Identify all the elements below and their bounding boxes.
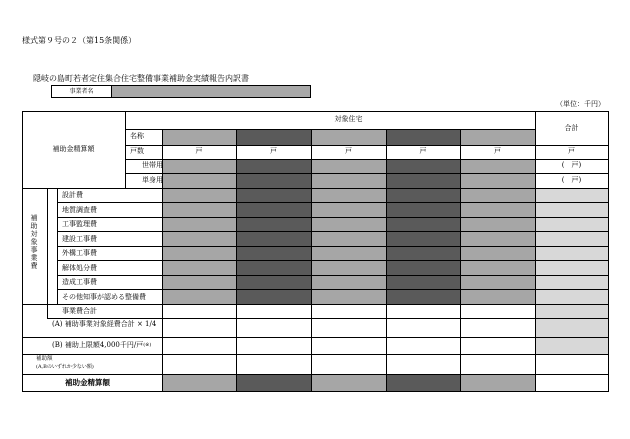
cost-item-design: 設計費 bbox=[62, 191, 83, 199]
total-header: 合計 bbox=[564, 124, 579, 132]
name-cell-2 bbox=[236, 129, 311, 145]
subsidy-target-label: 補助対象事業費 bbox=[30, 214, 38, 270]
row-single-label: 単身用 bbox=[142, 176, 163, 184]
business-name-label: 事業者名 bbox=[52, 86, 112, 97]
document-title: 隠岐の島町若者定住集合住宅整備事業補助金実績報告内訳書 bbox=[33, 74, 249, 83]
cost-item-exterior: 外構工事費 bbox=[62, 249, 97, 257]
cost-sum-total-cell bbox=[535, 304, 608, 318]
name-cell-4 bbox=[386, 129, 460, 145]
unit-mark-5: 戸 bbox=[494, 147, 501, 155]
final-cell-3 bbox=[311, 374, 386, 391]
name-cell-1 bbox=[162, 129, 236, 145]
name-cell-3 bbox=[311, 129, 386, 145]
unit-mark-2: 戸 bbox=[270, 147, 277, 155]
final-cell-5 bbox=[460, 374, 535, 391]
cost-item-demolition: 解体処分費 bbox=[62, 264, 97, 272]
row-a-label: (A) 補助事業対象経費合計 × 1/4 bbox=[52, 320, 157, 328]
unit-label: （単位：千円） bbox=[556, 100, 605, 108]
row-b-label bbox=[52, 341, 151, 350]
unit-mark-total: 戸 bbox=[568, 147, 575, 155]
name-cell-5 bbox=[460, 129, 535, 145]
final-cell-2 bbox=[236, 374, 311, 391]
row-b-total-cell bbox=[535, 337, 608, 354]
row-household-label: 世帯用 bbox=[142, 161, 163, 169]
final-cell-1 bbox=[162, 374, 236, 391]
unit-mark-4: 戸 bbox=[419, 147, 427, 155]
cost-item-grading: 造成工事費 bbox=[62, 278, 97, 286]
row-b-note: (※) bbox=[143, 342, 152, 348]
target-housing-header: 対象住宅 bbox=[334, 115, 363, 123]
cost-item-supervision: 工事監理費 bbox=[62, 220, 97, 228]
unit-mark-1: 戸 bbox=[195, 147, 203, 155]
unit-mark-3: 戸 bbox=[345, 147, 352, 155]
calc-amount-header: 補助金精算額 bbox=[52, 145, 95, 153]
cost-item-survey: 地質調査費 bbox=[62, 206, 97, 214]
form-number: 様式第９号の２（第15条関係） bbox=[22, 36, 137, 45]
row-b-text: (B) 補助上限額4,000千円/戸 bbox=[52, 341, 144, 349]
cost-item-other: その他知事が認める整備費 bbox=[62, 293, 146, 301]
row-a-total-cell bbox=[535, 318, 608, 337]
household-total: ( 戸) bbox=[561, 161, 582, 169]
row-name-label: 名称 bbox=[130, 132, 144, 140]
row-units-label: 戸数 bbox=[130, 147, 144, 155]
cost-item-construction: 建設工事費 bbox=[62, 235, 97, 243]
final-label: 補助金精算額 bbox=[65, 378, 110, 387]
subsidy-label: 補助額 bbox=[36, 356, 53, 362]
subsidy-note: (A,Bのいずれか少ない額) bbox=[36, 364, 94, 370]
single-total: ( 戸) bbox=[561, 176, 582, 184]
cost-total-label: 事業費合計 bbox=[62, 307, 97, 315]
final-cell-4 bbox=[386, 374, 460, 391]
